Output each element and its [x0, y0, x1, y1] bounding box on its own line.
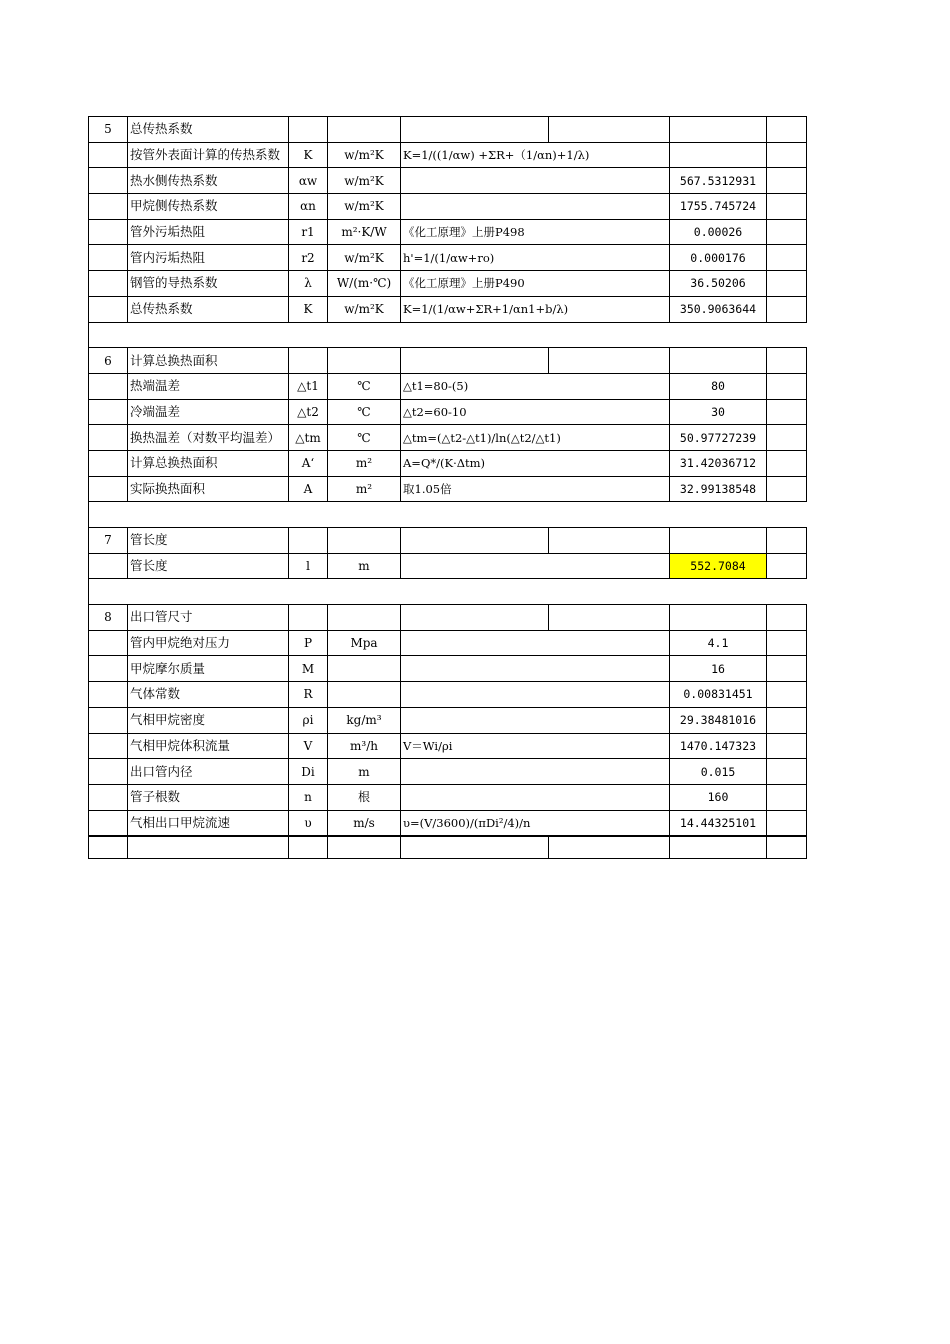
cell-empty[interactable]	[767, 553, 807, 579]
formula-cell[interactable]: △t1=80-(5)	[401, 373, 670, 399]
unit-cell[interactable]: m/s	[328, 810, 401, 836]
cell-empty[interactable]	[767, 296, 807, 322]
formula-cell[interactable]	[401, 168, 670, 194]
symbol-cell[interactable]: l	[289, 553, 328, 579]
item-name-cell[interactable]: 气相出口甲烷流速	[128, 810, 289, 836]
table-row	[89, 168, 807, 194]
table-row	[89, 784, 807, 810]
value-cell[interactable]: 1755.745724	[670, 194, 767, 220]
symbol-cell[interactable]: n	[289, 784, 328, 810]
table-row	[89, 142, 807, 168]
cell-empty[interactable]	[549, 528, 670, 554]
item-name-cell[interactable]: 甲烷侧传热系数	[128, 194, 289, 220]
cell-empty[interactable]	[767, 836, 807, 859]
symbol-cell[interactable]: αw	[289, 168, 328, 194]
cell-empty[interactable]	[670, 605, 767, 631]
item-name-cell[interactable]: 管长度	[128, 553, 289, 579]
item-name-cell[interactable]: 气相甲烷密度	[128, 707, 289, 733]
bottom-border-row	[89, 836, 807, 859]
cell-empty[interactable]	[767, 425, 807, 451]
cell-empty[interactable]	[670, 528, 767, 554]
unit-cell[interactable]: m²	[328, 476, 401, 502]
item-name-cell[interactable]: 热端温差	[128, 373, 289, 399]
table-row	[89, 450, 807, 476]
item-name-cell[interactable]: 按管外表面计算的传热系数	[128, 142, 289, 168]
cell-empty[interactable]	[328, 836, 401, 859]
item-name-cell[interactable]: 冷端温差	[128, 399, 289, 425]
value-cell[interactable]: 80	[670, 373, 767, 399]
unit-cell[interactable]: m²·K/W	[328, 219, 401, 245]
formula-cell[interactable]	[401, 784, 670, 810]
formula-cell[interactable]	[401, 759, 670, 785]
formula-cell[interactable]: 取1.05倍	[401, 476, 670, 502]
section-title[interactable]: 出口管尺寸	[128, 605, 289, 631]
cell-empty[interactable]	[767, 348, 807, 374]
cell-empty[interactable]	[89, 836, 128, 859]
unit-cell[interactable]: ℃	[328, 373, 401, 399]
table-row	[89, 682, 807, 708]
symbol-cell[interactable]: P	[289, 630, 328, 656]
unit-cell[interactable]: m	[328, 759, 401, 785]
cell-empty[interactable]	[767, 142, 807, 168]
table-row	[89, 630, 807, 656]
cell-empty[interactable]	[89, 553, 128, 579]
value-cell-highlighted[interactable]: 552.7084	[670, 553, 767, 579]
cell-empty[interactable]	[289, 836, 328, 859]
cell-empty[interactable]	[767, 476, 807, 502]
formula-cell[interactable]: 《化工原理》上册P490	[401, 271, 670, 297]
item-name-cell[interactable]: 管内污垢热阻	[128, 245, 289, 271]
table-row	[89, 476, 807, 502]
cell-empty[interactable]	[401, 117, 549, 143]
cell-empty[interactable]	[289, 528, 328, 554]
cell-empty[interactable]	[89, 245, 128, 271]
formula-cell[interactable]: υ=(V/3600)/(πDi²/4)/n	[401, 810, 670, 836]
cell-empty[interactable]	[289, 117, 328, 143]
symbol-cell[interactable]: r2	[289, 245, 328, 271]
cell-empty[interactable]	[549, 117, 670, 143]
unit-cell[interactable]: w/m²K	[328, 194, 401, 220]
table-body	[89, 117, 807, 859]
value-cell[interactable]: 29.38481016	[670, 707, 767, 733]
cell-empty[interactable]	[767, 450, 807, 476]
formula-cell[interactable]	[401, 630, 670, 656]
formula-cell[interactable]	[401, 707, 670, 733]
value-cell[interactable]	[670, 142, 767, 168]
formula-cell[interactable]: K=1/((1/αw) +ΣR+（1/αn)+1/λ)	[401, 142, 670, 168]
spacer-row	[89, 502, 807, 528]
cell-empty[interactable]	[670, 348, 767, 374]
cell-empty[interactable]	[767, 707, 807, 733]
cell-empty[interactable]	[289, 348, 328, 374]
cell-empty[interactable]	[89, 733, 128, 759]
formula-cell[interactable]: h'=1/(1/αw+ro)	[401, 245, 670, 271]
formula-cell[interactable]: K=1/(1/αw+ΣR+1/αn1+b/λ)	[401, 296, 670, 322]
cell-empty[interactable]	[767, 399, 807, 425]
item-name-cell[interactable]: 计算总换热面积	[128, 450, 289, 476]
item-name-cell[interactable]: 气相甲烷体积流量	[128, 733, 289, 759]
value-cell[interactable]: 50.97727239	[670, 425, 767, 451]
value-cell[interactable]: 160	[670, 784, 767, 810]
item-name-cell[interactable]: 管内甲烷绝对压力	[128, 630, 289, 656]
calculation-table	[88, 116, 807, 859]
table-row	[89, 759, 807, 785]
symbol-cell[interactable]: Di	[289, 759, 328, 785]
cell-empty[interactable]	[767, 810, 807, 836]
item-name-cell[interactable]: 气体常数	[128, 682, 289, 708]
section-number[interactable]: 7	[89, 528, 128, 554]
item-name-cell[interactable]: 总传热系数	[128, 296, 289, 322]
cell-empty[interactable]	[401, 836, 549, 859]
cell-empty[interactable]	[89, 425, 128, 451]
table-row	[89, 373, 807, 399]
value-cell[interactable]: 4.1	[670, 630, 767, 656]
cell-empty[interactable]	[89, 630, 128, 656]
symbol-cell[interactable]: K	[289, 142, 328, 168]
symbol-cell[interactable]: △t1	[289, 373, 328, 399]
unit-cell[interactable]: w/m²K	[328, 142, 401, 168]
cell-empty[interactable]	[328, 117, 401, 143]
cell-empty[interactable]	[328, 348, 401, 374]
cell-empty[interactable]	[767, 759, 807, 785]
cell-empty[interactable]	[89, 502, 807, 528]
cell-empty[interactable]	[89, 579, 807, 605]
section-number[interactable]: 6	[89, 348, 128, 374]
table-row	[89, 707, 807, 733]
section-header-row	[89, 348, 807, 374]
cell-empty[interactable]	[767, 219, 807, 245]
formula-cell[interactable]: △tm=(△t2-△t1)/ln(△t2/△t1)	[401, 425, 670, 451]
cell-empty[interactable]	[89, 296, 128, 322]
table-row	[89, 399, 807, 425]
cell-empty[interactable]	[767, 271, 807, 297]
table-row	[89, 553, 807, 579]
cell-empty[interactable]	[401, 348, 549, 374]
symbol-cell[interactable]: V	[289, 733, 328, 759]
cell-empty[interactable]	[289, 605, 328, 631]
symbol-cell[interactable]: △tm	[289, 425, 328, 451]
cell-empty[interactable]	[401, 528, 549, 554]
value-cell[interactable]: 350.9063644	[670, 296, 767, 322]
cell-empty[interactable]	[89, 373, 128, 399]
table-row	[89, 656, 807, 682]
cell-empty[interactable]	[89, 784, 128, 810]
spacer-row	[89, 322, 807, 348]
unit-cell[interactable]: m	[328, 553, 401, 579]
cell-empty[interactable]	[767, 605, 807, 631]
symbol-cell[interactable]: △t2	[289, 399, 328, 425]
table-row	[89, 219, 807, 245]
cell-empty[interactable]	[767, 630, 807, 656]
unit-cell[interactable]: ℃	[328, 425, 401, 451]
cell-empty[interactable]	[89, 142, 128, 168]
formula-cell[interactable]: A=Q*/(K·Δtm)	[401, 450, 670, 476]
symbol-cell[interactable]: R	[289, 682, 328, 708]
symbol-cell[interactable]: αn	[289, 194, 328, 220]
section-header-row	[89, 528, 807, 554]
cell-empty[interactable]	[89, 450, 128, 476]
unit-cell[interactable]: kg/m³	[328, 707, 401, 733]
item-name-cell[interactable]: 换热温差（对数平均温差）	[128, 425, 289, 451]
cell-empty[interactable]	[328, 605, 401, 631]
unit-cell[interactable]: W/(m·℃)	[328, 271, 401, 297]
unit-cell[interactable]: m²	[328, 450, 401, 476]
cell-empty[interactable]	[89, 399, 128, 425]
unit-cell[interactable]	[328, 682, 401, 708]
unit-cell[interactable]: 根	[328, 784, 401, 810]
section-header-row	[89, 117, 807, 143]
cell-empty[interactable]	[767, 528, 807, 554]
symbol-cell[interactable]: K	[289, 296, 328, 322]
cell-empty[interactable]	[89, 707, 128, 733]
table-row	[89, 425, 807, 451]
section-number[interactable]: 5	[89, 117, 128, 143]
item-name-cell[interactable]: 甲烷摩尔质量	[128, 656, 289, 682]
cell-empty[interactable]	[670, 836, 767, 859]
value-cell[interactable]: 1470.147323	[670, 733, 767, 759]
cell-empty[interactable]	[767, 682, 807, 708]
unit-cell[interactable]: m³/h	[328, 733, 401, 759]
cell-empty[interactable]	[89, 168, 128, 194]
spreadsheet-sheet	[88, 116, 807, 859]
spacer-row	[89, 579, 807, 605]
value-cell[interactable]: 567.5312931	[670, 168, 767, 194]
value-cell[interactable]: 16	[670, 656, 767, 682]
cell-empty[interactable]	[767, 194, 807, 220]
value-cell[interactable]: 36.50206	[670, 271, 767, 297]
symbol-cell[interactable]: r1	[289, 219, 328, 245]
unit-cell[interactable]: w/m²K	[328, 168, 401, 194]
section-header-row	[89, 605, 807, 631]
value-cell[interactable]: 32.99138548	[670, 476, 767, 502]
cell-empty[interactable]	[767, 117, 807, 143]
formula-cell[interactable]	[401, 194, 670, 220]
section-title[interactable]: 计算总换热面积	[128, 348, 289, 374]
cell-empty[interactable]	[89, 759, 128, 785]
item-name-cell[interactable]: 出口管内径	[128, 759, 289, 785]
symbol-cell[interactable]: ρi	[289, 707, 328, 733]
symbol-cell[interactable]: υ	[289, 810, 328, 836]
cell-empty[interactable]	[89, 476, 128, 502]
formula-cell[interactable]	[401, 682, 670, 708]
cell-empty[interactable]	[767, 373, 807, 399]
symbol-cell[interactable]: M	[289, 656, 328, 682]
cell-empty[interactable]	[89, 810, 128, 836]
unit-cell[interactable]: Mpa	[328, 630, 401, 656]
item-name-cell[interactable]: 实际换热面积	[128, 476, 289, 502]
cell-empty[interactable]	[89, 656, 128, 682]
cell-empty[interactable]	[89, 682, 128, 708]
cell-empty[interactable]	[767, 168, 807, 194]
cell-empty[interactable]	[767, 656, 807, 682]
value-cell[interactable]: 0.000176	[670, 245, 767, 271]
cell-empty[interactable]	[767, 733, 807, 759]
unit-cell[interactable]	[328, 656, 401, 682]
formula-cell[interactable]: △t2=60-10	[401, 399, 670, 425]
formula-cell[interactable]	[401, 656, 670, 682]
table-row	[89, 810, 807, 836]
cell-empty[interactable]	[549, 348, 670, 374]
section-title[interactable]: 管长度	[128, 528, 289, 554]
symbol-cell[interactable]: A	[289, 476, 328, 502]
cell-empty[interactable]	[549, 605, 670, 631]
value-cell[interactable]: 0.015	[670, 759, 767, 785]
symbol-cell[interactable]: λ	[289, 271, 328, 297]
value-cell[interactable]: 0.00831451	[670, 682, 767, 708]
cell-empty[interactable]	[328, 528, 401, 554]
item-name-cell[interactable]: 钢管的导热系数	[128, 271, 289, 297]
section-title[interactable]: 总传热系数	[128, 117, 289, 143]
cell-empty[interactable]	[89, 194, 128, 220]
item-name-cell[interactable]: 热水侧传热系数	[128, 168, 289, 194]
cell-empty[interactable]	[767, 245, 807, 271]
table-row	[89, 733, 807, 759]
unit-cell[interactable]: w/m²K	[328, 296, 401, 322]
unit-cell[interactable]: ℃	[328, 399, 401, 425]
formula-cell[interactable]: 《化工原理》上册P498	[401, 219, 670, 245]
cell-empty[interactable]	[89, 219, 128, 245]
value-cell[interactable]: 30	[670, 399, 767, 425]
cell-empty[interactable]	[767, 784, 807, 810]
table-row	[89, 271, 807, 297]
table-row	[89, 296, 807, 322]
table-row	[89, 194, 807, 220]
formula-cell[interactable]	[401, 553, 670, 579]
cell-empty[interactable]	[89, 271, 128, 297]
symbol-cell[interactable]: A‘	[289, 450, 328, 476]
item-name-cell[interactable]: 管外污垢热阻	[128, 219, 289, 245]
value-cell[interactable]: 14.44325101	[670, 810, 767, 836]
value-cell[interactable]: 0.00026	[670, 219, 767, 245]
cell-empty[interactable]	[549, 836, 670, 859]
formula-cell[interactable]: V＝Wi/ρi	[401, 733, 670, 759]
cell-empty[interactable]	[670, 117, 767, 143]
table-row	[89, 245, 807, 271]
cell-empty[interactable]	[401, 605, 549, 631]
unit-cell[interactable]: w/m²K	[328, 245, 401, 271]
item-name-cell[interactable]: 管子根数	[128, 784, 289, 810]
section-number[interactable]: 8	[89, 605, 128, 631]
cell-empty[interactable]	[89, 322, 807, 348]
cell-empty[interactable]	[128, 836, 289, 859]
value-cell[interactable]: 31.42036712	[670, 450, 767, 476]
